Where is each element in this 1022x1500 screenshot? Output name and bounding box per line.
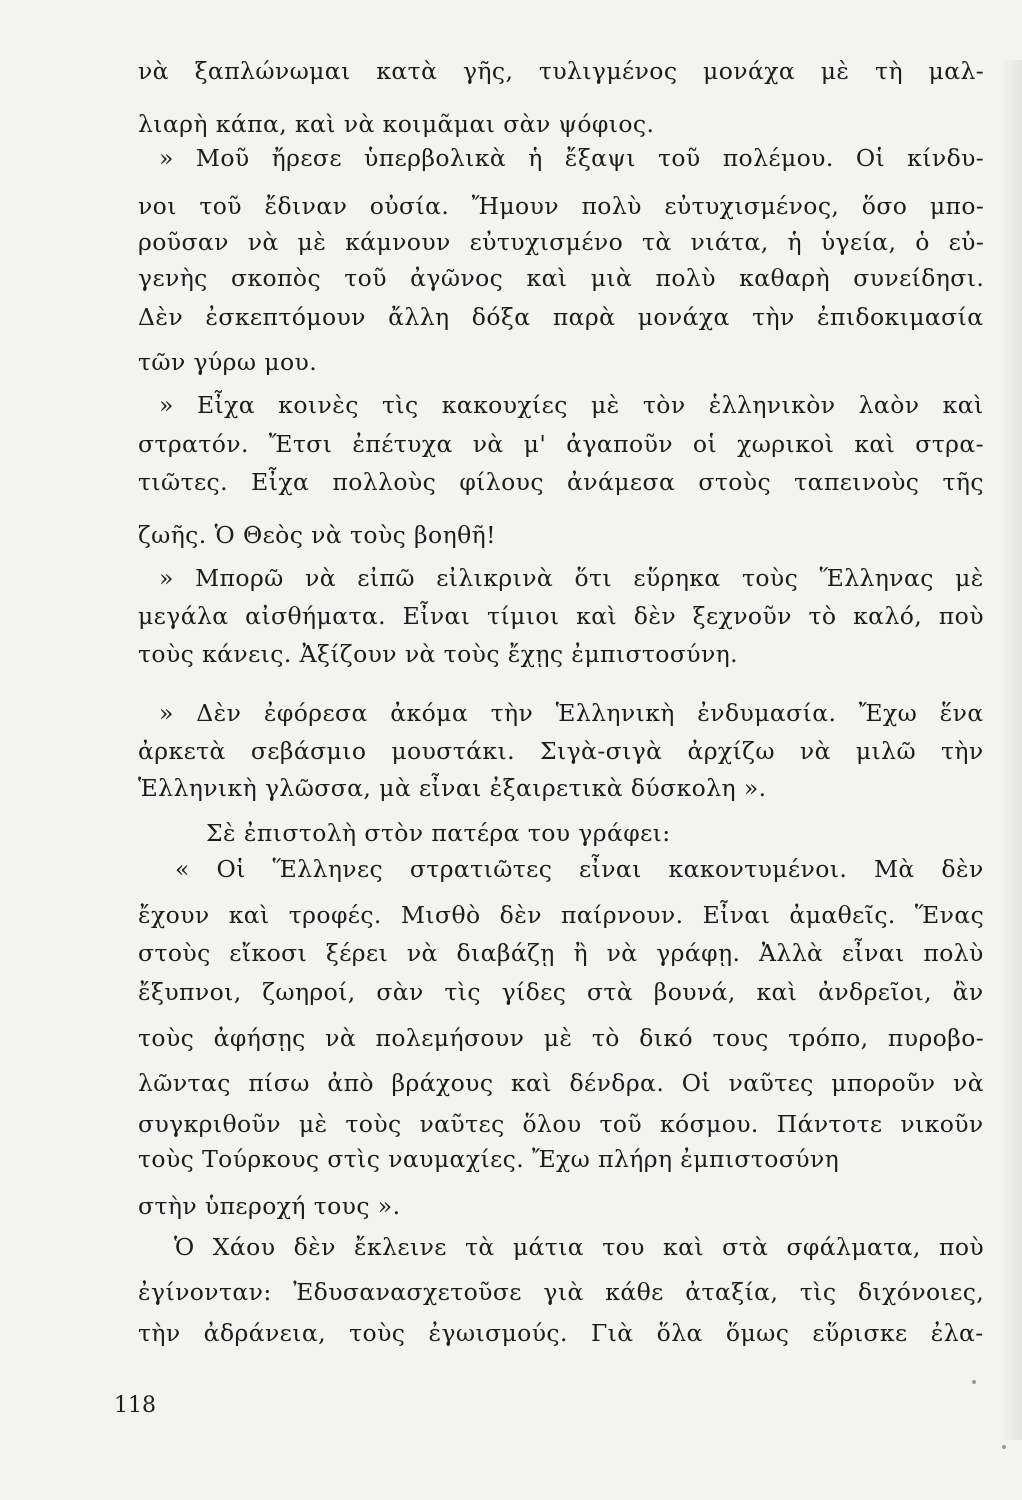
text-line: Ὁ Χάου δὲν ἔκλεινε τὰ μάτια του καὶ στὰ σφάλματα, ποὺ	[174, 1233, 985, 1261]
facing-page-bleed	[1000, 60, 1022, 1440]
text-line: λιαρὴ κάπα, καὶ νὰ κοιμᾶμαι σὰν ψόφιος.	[138, 110, 655, 138]
text-line: στὴν ὑπεροχή τους ».	[138, 1192, 401, 1220]
text-line: γενὴς σκοπὸς τοῦ ἀγῶνος καὶ μιὰ πολὺ καθαρὴ συνείδησι.	[138, 264, 985, 292]
text-line: τῶν γύρω μου.	[138, 348, 318, 376]
text-line: συγκριθοῦν μὲ τοὺς ναῦτες ὅλου τοῦ κόσμου. Πάντοτε νικοῦν	[138, 1110, 984, 1138]
text-line: Σὲ ἐπιστολὴ στὸν πατέρα του γράφει:	[206, 819, 671, 847]
text-line: στοὺς εἴκοσι ξέρει νὰ διαβάζῃ ἢ νὰ γράφῃ. Ἀλλὰ εἶναι πολὺ	[138, 939, 984, 967]
text-line: στρατόν. Ἔτσι ἐπέτυχα νὰ μ' ἀγαποῦν οἱ χωρικοὶ καὶ στρα-	[138, 430, 984, 458]
text-line: μεγάλα αἰσθήματα. Εἶναι τίμιοι καὶ δὲν ξεχνοῦν τὸ καλό, ποὺ	[138, 602, 984, 630]
text-line: ἀρκετὰ σεβάσμιο μουστάκι. Σιγὰ-σιγὰ ἀρχίζω νὰ μιλῶ τὴν	[138, 737, 984, 765]
text-line: Ἑλληνικὴ γλῶσσα, μὰ εἶναι ἐξαιρετικὰ δύσκολη ».	[138, 774, 767, 802]
text-line: ἔχουν καὶ τροφές. Μισθὸ δὲν παίρνουν. Εἶναι ἀμαθεῖς. Ἕνας	[138, 901, 985, 929]
text-line: ἐγίνονταν: Ἐδυσανασχετοῦσε γιὰ κάθε ἀταξία, τὶς διχόνοιες,	[138, 1278, 985, 1306]
text-line: νοι τοῦ ἔδιναν οὐσία. Ἤμουν πολὺ εὐτυχισμένος, ὅσο μπο-	[138, 192, 985, 220]
text-line: τοὺς κάνεις. Ἀξίζουν νὰ τοὺς ἔχῃς ἐμπιστοσύνη.	[138, 640, 739, 668]
text-line: » Δὲν ἐφόρεσα ἀκόμα τὴν Ἑλληνικὴ ἐνδυμασία. Ἔχω ἕνα	[159, 699, 984, 727]
paper-speck	[1002, 1445, 1006, 1449]
paper-speck	[972, 1380, 976, 1384]
text-line: Δὲν ἐσκεπτόμουν ἄλλη δόξα παρὰ μονάχα τὴν ἐπιδοκιμασία	[138, 303, 984, 331]
text-line: « Οἱ Ἕλληνες στρατιῶτες εἶναι κακοντυμένοι. Μὰ δὲν	[175, 855, 984, 883]
text-line: » Μπορῶ νὰ εἰπῶ εἰλικρινὰ ὅτι εὕρηκα τοὺς Ἕλληνας μὲ	[159, 564, 984, 592]
text-line: νὰ ξαπλώνωμαι κατὰ γῆς, τυλιγμένος μονάχα μὲ τὴ μαλ-	[138, 57, 985, 85]
text-line: λῶντας πίσω ἀπὸ βράχους καὶ δένδρα. Οἱ ναῦτες μποροῦν νὰ	[138, 1069, 984, 1097]
text-line: » Εἶχα κοινὲς τὶς κακουχίες μὲ τὸν ἑλληνικὸν λαὸν καὶ	[159, 391, 984, 419]
text-line: τοὺς Τούρκους στὶς ναυμαχίες. Ἔχω πλήρη ἐμπιστοσύνη	[138, 1145, 840, 1173]
text-line: ζωῆς. Ὁ Θεὸς νὰ τοὺς βοηθῆ!	[138, 521, 496, 549]
text-line: τὴν ἀδράνεια, τοὺς ἐγωισμούς. Γιὰ ὅλα ὅμως εὕρισκε ἐλα-	[138, 1319, 984, 1347]
text-line: τιῶτες. Εἶχα πολλοὺς φίλους ἀνάμεσα στοὺς ταπεινοὺς τῆς	[138, 468, 984, 496]
text-line: ἔξυπνοι, ζωηροί, σὰν τὶς γίδες στὰ βουνά, καὶ ἀνδρεῖοι, ἂν	[138, 978, 984, 1006]
text-line: ροῦσαν νὰ μὲ κάμνουν εὐτυχισμένο τὰ νιάτα, ἡ ὑγεία, ὁ εὐ-	[138, 228, 985, 256]
page-number: 118	[114, 1393, 156, 1418]
text-line: τοὺς ἀφήσῃς νὰ πολεμήσουν μὲ τὸ δικό τους τρόπο, πυροβο-	[138, 1024, 985, 1052]
text-line: » Μοῦ ἤρεσε ὑπερβολικὰ ἡ ἔξαψι τοῦ πολέμου. Οἱ κίνδυ-	[159, 144, 985, 172]
